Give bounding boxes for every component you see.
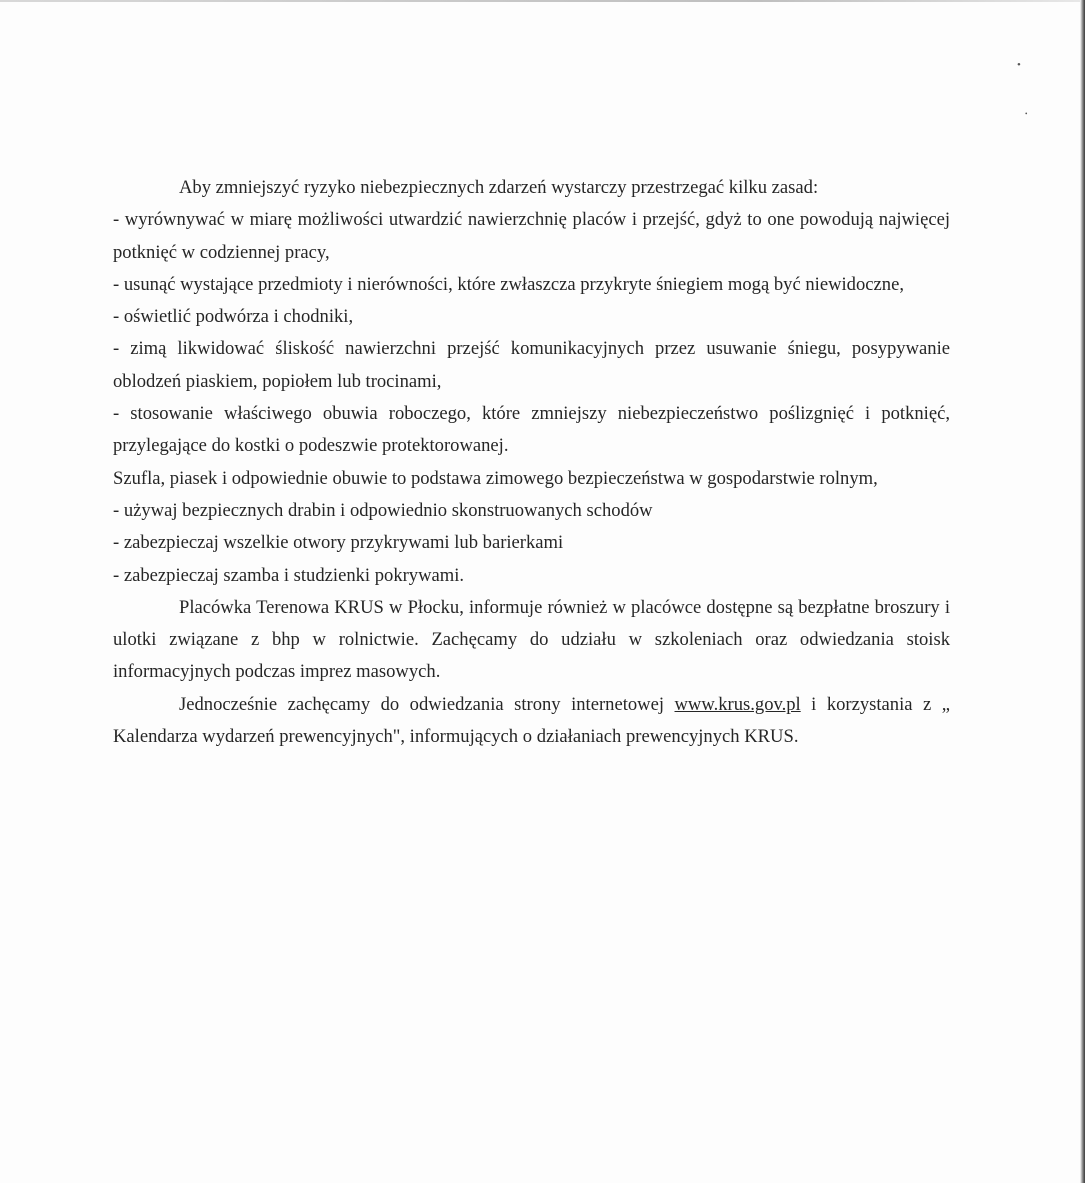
closing-paragraph xyxy=(113,689,950,754)
scan-speck: • xyxy=(1025,110,1028,118)
scan-right-edge xyxy=(1080,0,1085,1183)
document-body xyxy=(113,172,950,753)
rule-item: - wyrównywać w miarę możliwości utwardzić nawierzchnię placów i przejść, gdyż to one powodują najwięcej potknięć w codziennej pracy, xyxy=(113,209,950,263)
rule-item: - zimą likwidować śliskość nawierzchni przejść komunikacyjnych przez usuwanie śniegu, posypywanie oblodzeń piaskiem, popiołem lub trocinami, xyxy=(113,338,950,392)
winter-safety-paragraph: Szufla, piasek i odpowiednie obuwie to podstawa zimowego bezpieczeństwa w gospodarstwie rolnym, xyxy=(113,467,878,489)
scan-speck: • xyxy=(1017,59,1021,71)
rule-item: - usunąć wystające przedmioty i nierówności, które zwłaszcza przykryte śniegiem mogą być niewidoczne, xyxy=(113,273,904,295)
rule-item: - zabezpieczaj szamba i studzienki pokrywami. xyxy=(113,564,465,586)
website-link[interactable]: www.krus.gov.pl xyxy=(674,693,801,715)
rule-item: - używaj bezpiecznych drabin i odpowiednio skonstruowanych schodów xyxy=(113,499,653,521)
rule-item: - stosowanie właściwego obuwia roboczego, które zmniejszy niebezpieczeństwo poślizgnięć i potknięć, przylegające do kostki o podeszwie protektorowanej. xyxy=(113,403,950,457)
closing-text-start: Jednocześnie zachęcamy do odwiedzania strony internetowej xyxy=(179,693,675,715)
closing-text-end: i korzystania z „ Kalendarza wydarzeń prewencyjnych", informujących o działaniach prewencyjnych KRUS. xyxy=(113,693,950,748)
scan-top-edge xyxy=(0,0,1085,2)
rule-item: - zabezpieczaj wszelkie otwory przykrywami lub barierkami xyxy=(113,532,564,554)
intro-paragraph: Aby zmniejszyć ryzyko niebezpiecznych zdarzeń wystarczy przestrzegać kilku zasad: xyxy=(179,177,819,198)
rule-item: - oświetlić podwórza i chodniki, xyxy=(113,306,354,328)
krus-info-paragraph: Placówka Terenowa KRUS w Płocku, informuje również w placówce dostępne są bezpłatne broszury i ulotki związane z bhp w rolnictwie. Zachęcamy do udziału w szkoleniach oraz odwiedzania stoisk informacyjnych podczas imprez masowych. xyxy=(113,596,950,683)
